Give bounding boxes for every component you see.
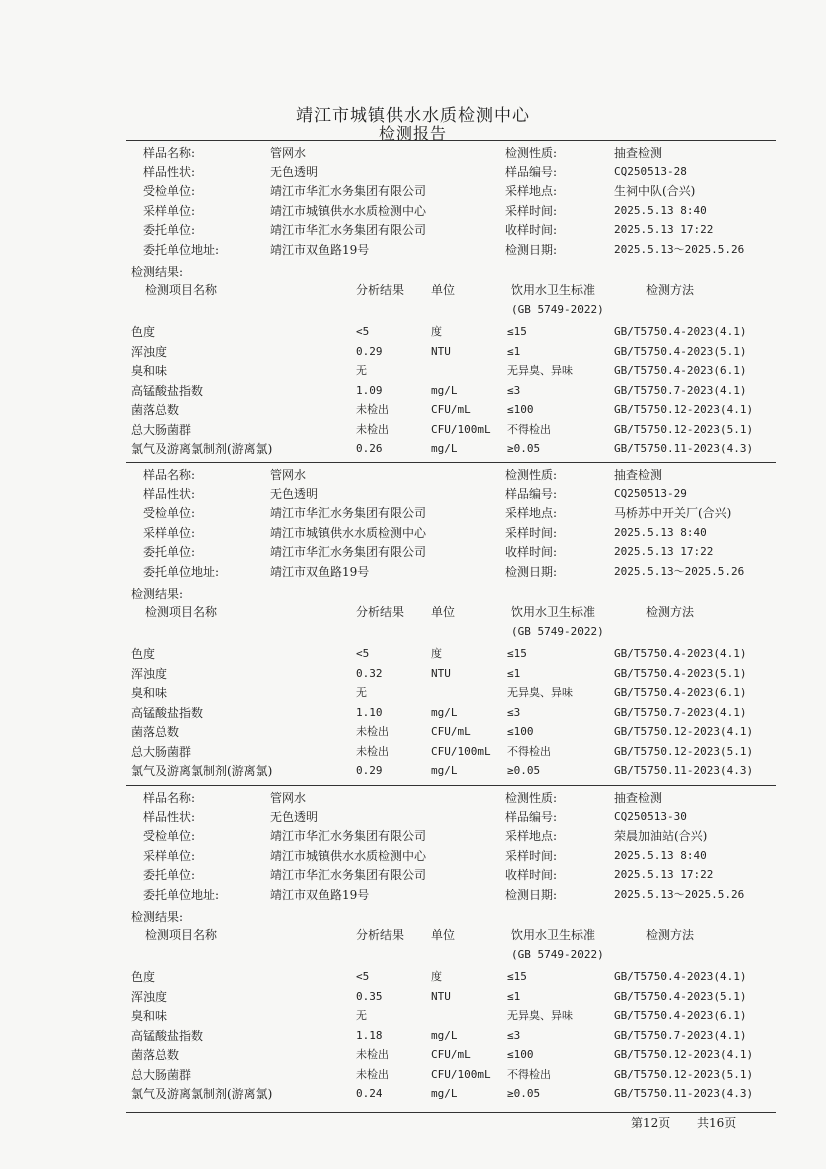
table-cell-item: 氯气及游离氯制剂(游离氯) <box>131 442 273 456</box>
table-cell-result: 无 <box>356 1009 367 1022</box>
table-cell-unit: CFU/mL <box>431 725 471 738</box>
field-label: 采样地点: <box>505 184 558 198</box>
table-cell-standard: ≥0.05 <box>507 764 541 777</box>
column-header: 饮用水卫生标准 <box>511 928 596 942</box>
results-heading: 检测结果: <box>131 587 184 601</box>
table-cell-standard: 不得检出 <box>507 1068 551 1081</box>
table-cell-result: 未检出 <box>356 403 389 416</box>
table-cell-standard: ≤3 <box>507 706 521 719</box>
table-cell-item: 色度 <box>131 647 156 661</box>
table-cell-result: 未检出 <box>356 1048 389 1061</box>
table-cell-unit: mg/L <box>431 764 458 777</box>
table-cell-result: 1.18 <box>356 1029 383 1042</box>
table-cell-method: GB/T5750.11-2023(4.3) <box>614 442 754 455</box>
field-value: 无色透明 <box>270 810 319 824</box>
field-value: 2025.5.13 8:40 <box>614 204 707 217</box>
field-value: 靖江市双鱼路19号 <box>270 243 370 257</box>
table-cell-item: 菌落总数 <box>131 725 180 739</box>
table-cell-item: 总大肠菌群 <box>131 423 192 437</box>
table-cell-method: GB/T5750.12-2023(5.1) <box>614 423 754 436</box>
field-label: 委托单位: <box>143 868 196 882</box>
table-cell-method: GB/T5750.4-2023(5.1) <box>614 990 747 1003</box>
column-header: 检测方法 <box>646 605 695 619</box>
table-cell-standard: ≥0.05 <box>507 442 541 455</box>
table-cell-unit: mg/L <box>431 384 458 397</box>
field-label: 采样单位: <box>143 849 196 863</box>
table-cell-result: <5 <box>356 970 370 983</box>
field-label: 检测日期: <box>505 565 558 579</box>
field-label: 样品名称: <box>143 468 196 482</box>
table-cell-standard: ≥0.05 <box>507 1087 541 1100</box>
table-cell-unit: 度 <box>431 970 442 983</box>
column-header: 分析结果 <box>356 928 405 942</box>
field-value: 2025.5.13～2025.5.26 <box>614 565 745 578</box>
table-cell-method: GB/T5750.4-2023(6.1) <box>614 686 747 699</box>
table-cell-method: GB/T5750.4-2023(5.1) <box>614 667 747 680</box>
table-cell-item: 色度 <box>131 325 156 339</box>
table-cell-standard: 无异臭、异味 <box>507 686 573 699</box>
column-header: (GB 5749-2022) <box>511 625 604 638</box>
table-cell-standard: ≤1 <box>507 667 521 680</box>
field-label: 检测性质: <box>505 791 558 805</box>
field-label: 受检单位: <box>143 506 196 520</box>
table-cell-unit: mg/L <box>431 1087 458 1100</box>
table-cell-method: GB/T5750.7-2023(4.1) <box>614 1029 747 1042</box>
table-cell-unit: CFU/100mL <box>431 423 491 436</box>
column-header: 饮用水卫生标准 <box>511 605 596 619</box>
page-number: 第12页 <box>631 1116 671 1130</box>
field-value: 靖江市华汇水务集团有限公司 <box>270 223 427 237</box>
table-cell-result: 0.26 <box>356 442 383 455</box>
field-label: 样品名称: <box>143 791 196 805</box>
field-label: 样品名称: <box>143 146 196 160</box>
field-value: 靖江市华汇水务集团有限公司 <box>270 868 427 882</box>
field-label: 检测日期: <box>505 243 558 257</box>
table-cell-result: 1.10 <box>356 706 383 719</box>
field-value: 无色透明 <box>270 165 319 179</box>
field-value: 靖江市双鱼路19号 <box>270 888 370 902</box>
table-cell-result: 0.29 <box>356 345 383 358</box>
field-label: 委托单位地址: <box>143 565 220 579</box>
field-value: 马桥苏中开关厂(合兴) <box>614 506 732 520</box>
table-cell-standard: ≤15 <box>507 647 527 660</box>
table-cell-result: 0.24 <box>356 1087 383 1100</box>
field-label: 委托单位地址: <box>143 888 220 902</box>
report-title: 检测报告 <box>378 124 447 143</box>
field-value: 靖江市城镇供水水质检测中心 <box>270 204 427 218</box>
field-value: 2025.5.13～2025.5.26 <box>614 243 745 256</box>
table-cell-method: GB/T5750.4-2023(6.1) <box>614 364 747 377</box>
table-cell-method: GB/T5750.7-2023(4.1) <box>614 384 747 397</box>
field-value: 靖江市华汇水务集团有限公司 <box>270 506 427 520</box>
table-cell-item: 色度 <box>131 970 156 984</box>
table-cell-item: 高锰酸盐指数 <box>131 706 204 720</box>
field-label: 受检单位: <box>143 829 196 843</box>
field-label: 采样地点: <box>505 506 558 520</box>
table-cell-result: 1.09 <box>356 384 383 397</box>
table-cell-unit: mg/L <box>431 706 458 719</box>
field-label: 采样时间: <box>505 526 558 540</box>
table-cell-result: <5 <box>356 325 370 338</box>
field-label: 收样时间: <box>505 223 558 237</box>
table-cell-unit: CFU/100mL <box>431 1068 491 1081</box>
column-header: 检测项目名称 <box>145 928 218 942</box>
field-label: 样品性状: <box>143 165 196 179</box>
table-cell-method: GB/T5750.11-2023(4.3) <box>614 1087 754 1100</box>
column-header: 检测项目名称 <box>145 605 218 619</box>
field-label: 委托单位地址: <box>143 243 220 257</box>
results-heading: 检测结果: <box>131 910 184 924</box>
field-value: 2025.5.13 17:22 <box>614 223 714 236</box>
field-label: 样品性状: <box>143 487 196 501</box>
table-cell-method: GB/T5750.7-2023(4.1) <box>614 706 747 719</box>
table-cell-unit: NTU <box>431 345 451 358</box>
table-cell-item: 总大肠菌群 <box>131 1068 192 1082</box>
table-cell-item: 总大肠菌群 <box>131 745 192 759</box>
field-value: 抽查检测 <box>614 468 663 482</box>
field-label: 采样时间: <box>505 204 558 218</box>
field-value: 管网水 <box>270 146 307 160</box>
table-cell-result: 未检出 <box>356 423 389 436</box>
table-cell-item: 臭和味 <box>131 364 168 378</box>
field-label: 委托单位: <box>143 545 196 559</box>
table-cell-method: GB/T5750.4-2023(4.1) <box>614 970 747 983</box>
field-value: 靖江市双鱼路19号 <box>270 565 370 579</box>
field-label: 采样单位: <box>143 204 196 218</box>
table-cell-standard: ≤15 <box>507 325 527 338</box>
field-value: CQ250513-28 <box>614 165 687 178</box>
field-value: 抽查检测 <box>614 146 663 160</box>
table-cell-item: 浑浊度 <box>131 667 168 681</box>
org-title: 靖江市城镇供水水质检测中心 <box>296 106 530 126</box>
field-value: 荣晨加油站(合兴) <box>614 829 708 843</box>
table-cell-unit: CFU/mL <box>431 403 471 416</box>
field-label: 受检单位: <box>143 184 196 198</box>
field-value: 2025.5.13 17:22 <box>614 868 714 881</box>
field-value: 2025.5.13 8:40 <box>614 849 707 862</box>
field-value: 靖江市华汇水务集团有限公司 <box>270 829 427 843</box>
table-cell-unit: mg/L <box>431 1029 458 1042</box>
field-value: CQ250513-29 <box>614 487 687 500</box>
table-cell-method: GB/T5750.12-2023(4.1) <box>614 403 754 416</box>
table-cell-unit: NTU <box>431 990 451 1003</box>
field-label: 样品编号: <box>505 810 558 824</box>
field-label: 样品性状: <box>143 810 196 824</box>
table-cell-result: 无 <box>356 364 367 377</box>
section-rule <box>126 462 776 463</box>
table-cell-item: 氯气及游离氯制剂(游离氯) <box>131 764 273 778</box>
page-total: 共16页 <box>697 1116 737 1130</box>
table-cell-standard: 无异臭、异味 <box>507 364 573 377</box>
table-cell-method: GB/T5750.4-2023(4.1) <box>614 325 747 338</box>
table-cell-standard: 无异臭、异味 <box>507 1009 573 1022</box>
field-value: 管网水 <box>270 791 307 805</box>
table-cell-result: 无 <box>356 686 367 699</box>
table-cell-standard: ≤100 <box>507 1048 534 1061</box>
table-cell-result: 0.35 <box>356 990 383 1003</box>
table-cell-standard: ≤1 <box>507 345 521 358</box>
field-label: 委托单位: <box>143 223 196 237</box>
field-value: CQ250513-30 <box>614 810 687 823</box>
table-cell-standard: ≤100 <box>507 403 534 416</box>
section-rule <box>126 140 776 141</box>
table-cell-item: 高锰酸盐指数 <box>131 1029 204 1043</box>
field-label: 检测日期: <box>505 888 558 902</box>
column-header: (GB 5749-2022) <box>511 303 604 316</box>
table-cell-standard: 不得检出 <box>507 423 551 436</box>
table-cell-unit: 度 <box>431 325 442 338</box>
field-value: 管网水 <box>270 468 307 482</box>
column-header: (GB 5749-2022) <box>511 948 604 961</box>
table-cell-unit: mg/L <box>431 442 458 455</box>
table-cell-unit: CFU/100mL <box>431 745 491 758</box>
table-cell-item: 菌落总数 <box>131 403 180 417</box>
table-cell-unit: NTU <box>431 667 451 680</box>
table-cell-item: 菌落总数 <box>131 1048 180 1062</box>
field-label: 样品编号: <box>505 487 558 501</box>
table-cell-item: 浑浊度 <box>131 345 168 359</box>
section-rule <box>126 785 776 786</box>
table-cell-method: GB/T5750.12-2023(4.1) <box>614 1048 754 1061</box>
field-value: 无色透明 <box>270 487 319 501</box>
table-cell-result: 未检出 <box>356 725 389 738</box>
column-header: 检测方法 <box>646 283 695 297</box>
column-header: 单位 <box>431 605 456 619</box>
field-label: 采样时间: <box>505 849 558 863</box>
table-cell-item: 臭和味 <box>131 1009 168 1023</box>
table-cell-standard: ≤3 <box>507 1029 521 1042</box>
table-cell-result: 未检出 <box>356 1068 389 1081</box>
field-value: 靖江市华汇水务集团有限公司 <box>270 545 427 559</box>
field-label: 检测性质: <box>505 146 558 160</box>
column-header: 饮用水卫生标准 <box>511 283 596 297</box>
table-cell-method: GB/T5750.12-2023(5.1) <box>614 1068 754 1081</box>
column-header: 检测项目名称 <box>145 283 218 297</box>
field-label: 收样时间: <box>505 545 558 559</box>
field-label: 采样地点: <box>505 829 558 843</box>
table-cell-method: GB/T5750.4-2023(6.1) <box>614 1009 747 1022</box>
field-value: 靖江市城镇供水水质检测中心 <box>270 849 427 863</box>
field-value: 2025.5.13 17:22 <box>614 545 714 558</box>
table-cell-standard: ≤1 <box>507 990 521 1003</box>
table-cell-method: GB/T5750.12-2023(4.1) <box>614 725 754 738</box>
column-header: 单位 <box>431 928 456 942</box>
field-value: 靖江市城镇供水水质检测中心 <box>270 526 427 540</box>
field-label: 采样单位: <box>143 526 196 540</box>
table-cell-unit: CFU/mL <box>431 1048 471 1061</box>
table-cell-item: 浑浊度 <box>131 990 168 1004</box>
column-header: 分析结果 <box>356 283 405 297</box>
table-cell-method: GB/T5750.4-2023(5.1) <box>614 345 747 358</box>
table-cell-method: GB/T5750.12-2023(5.1) <box>614 745 754 758</box>
table-cell-result: <5 <box>356 647 370 660</box>
field-label: 样品编号: <box>505 165 558 179</box>
table-cell-standard: 不得检出 <box>507 745 551 758</box>
table-cell-item: 氯气及游离氯制剂(游离氯) <box>131 1087 273 1101</box>
column-header: 检测方法 <box>646 928 695 942</box>
table-cell-method: GB/T5750.11-2023(4.3) <box>614 764 754 777</box>
table-cell-standard: ≤100 <box>507 725 534 738</box>
field-value: 抽查检测 <box>614 791 663 805</box>
column-header: 分析结果 <box>356 605 405 619</box>
table-cell-unit: 度 <box>431 647 442 660</box>
table-cell-method: GB/T5750.4-2023(4.1) <box>614 647 747 660</box>
results-heading: 检测结果: <box>131 265 184 279</box>
table-cell-result: 0.32 <box>356 667 383 680</box>
table-cell-standard: ≤15 <box>507 970 527 983</box>
field-value: 2025.5.13～2025.5.26 <box>614 888 745 901</box>
table-cell-item: 高锰酸盐指数 <box>131 384 204 398</box>
table-cell-result: 未检出 <box>356 745 389 758</box>
column-header: 单位 <box>431 283 456 297</box>
table-cell-standard: ≤3 <box>507 384 521 397</box>
field-value: 2025.5.13 8:40 <box>614 526 707 539</box>
table-cell-result: 0.29 <box>356 764 383 777</box>
field-value: 生祠中队(合兴) <box>614 184 696 198</box>
field-label: 收样时间: <box>505 868 558 882</box>
field-label: 检测性质: <box>505 468 558 482</box>
table-cell-item: 臭和味 <box>131 686 168 700</box>
bottom-rule <box>126 1112 776 1113</box>
field-value: 靖江市华汇水务集团有限公司 <box>270 184 427 198</box>
